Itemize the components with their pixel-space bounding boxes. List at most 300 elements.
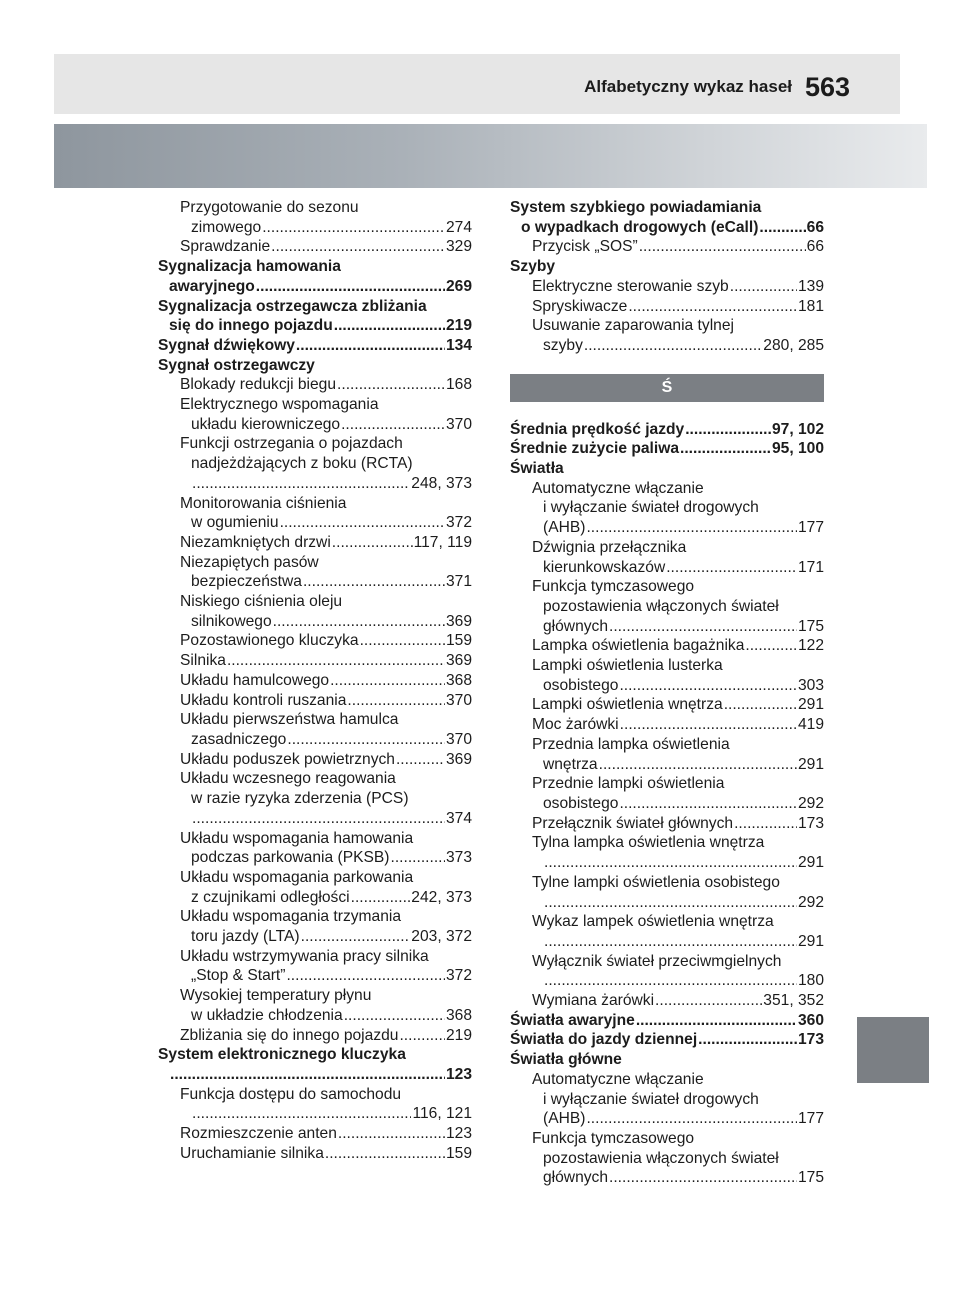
index-group-s — [510, 198, 824, 356]
entry-text: i wyłączanie świateł drogowych — [543, 499, 759, 517]
dot-leader — [586, 518, 797, 538]
dot-leader — [724, 695, 797, 715]
index-entry — [158, 868, 472, 888]
entry-text: Rozmieszczenie anten — [180, 1125, 337, 1143]
index-entry — [158, 513, 472, 533]
index-group-s-acute — [510, 420, 824, 1188]
entry-page-ref: 371 — [445, 573, 472, 591]
entry-page-ref: 369 — [445, 652, 472, 670]
index-entry — [158, 947, 472, 967]
entry-page-ref: 369 — [445, 750, 472, 768]
dot-leader — [730, 277, 797, 297]
index-entry — [158, 671, 472, 691]
index-entry — [158, 927, 472, 947]
entry-page-ref: 171 — [797, 558, 824, 576]
entry-text: Funkcji ostrzegania o pojazdach — [180, 435, 403, 453]
entry-text: Lampki oświetlenia wnętrza — [532, 696, 723, 714]
index-entry — [510, 1050, 824, 1070]
index-entry — [510, 991, 824, 1011]
index-entry — [510, 794, 824, 814]
entry-text: Światła awaryjne — [510, 1011, 635, 1029]
entry-text: głównych — [543, 1169, 609, 1187]
entry-page-ref: 203, 372 — [411, 928, 472, 946]
entry-text: Układu hamulcowego — [180, 671, 330, 689]
entry-text: Funkcja tymczasowego — [532, 1129, 695, 1147]
index-entry — [158, 356, 472, 376]
entry-text: Monitorowania ciśnienia — [180, 494, 347, 512]
index-entry — [510, 617, 824, 637]
entry-text: Sygnał ostrzegawczy — [158, 356, 315, 374]
entry-text: Układu poduszek powietrznych — [180, 750, 395, 768]
index-entry — [510, 715, 824, 735]
entry-text: Usuwanie zaparowania tylnej — [532, 317, 734, 335]
entry-text: Przycisk „SOS” — [532, 238, 638, 256]
section-letter-bar: Ś — [510, 374, 824, 402]
entry-page-ref: 139 — [797, 277, 824, 295]
entry-text: pozostawienia włączonych świateł — [543, 1149, 779, 1167]
entry-text: Dźwignia przełącznika — [532, 538, 687, 556]
entry-text: Światła do jazdy dziennej — [510, 1031, 698, 1049]
entry-text: Lampka oświetlenia bagażnika — [532, 637, 745, 655]
dot-leader — [286, 966, 445, 986]
entry-text: Przednia lampka oświetlenia — [532, 735, 730, 753]
dot-leader — [544, 932, 797, 952]
entry-page-ref: 372 — [445, 967, 472, 985]
dot-leader — [334, 316, 445, 336]
index-entry — [510, 695, 824, 715]
dot-leader — [399, 1026, 445, 1046]
dot-leader — [347, 691, 445, 711]
entry-page-ref: 351, 352 — [763, 992, 824, 1010]
entry-text: Tylne lampki oświetlenia osobistego — [532, 873, 780, 891]
entry-text: System elektronicznego kluczyka — [158, 1046, 406, 1064]
entry-page-ref: 242, 373 — [411, 888, 472, 906]
entry-page-ref: 219 — [445, 1026, 472, 1044]
entry-text: osobistego — [543, 794, 619, 812]
entry-page-ref: 291 — [797, 755, 824, 773]
index-entry — [158, 1124, 472, 1144]
dot-leader — [544, 893, 797, 913]
entry-page-ref: 280, 285 — [763, 336, 824, 354]
index-entry — [158, 1006, 472, 1026]
dot-leader — [666, 558, 797, 578]
index-entry — [158, 1065, 472, 1085]
index-entry — [158, 1104, 472, 1124]
entry-text: Układu wspomagania parkowania — [180, 868, 414, 886]
index-entry — [510, 198, 824, 218]
entry-text: pozostawienia włączonych świateł — [543, 597, 779, 615]
entry-page-ref: 177 — [797, 1110, 824, 1128]
entry-page-ref: 373 — [445, 849, 472, 867]
dot-leader — [273, 612, 445, 632]
index-entry — [510, 971, 824, 991]
index-entry — [158, 730, 472, 750]
entry-text: awaryjnego — [169, 277, 255, 295]
entry-text: Wykaz lampek oświetlenia wnętrza — [532, 913, 774, 931]
entry-text: z czujnikami odległości — [191, 888, 350, 906]
entry-text: Sygnał dźwiękowy — [158, 336, 295, 354]
entry-text: i wyłączanie świateł drogowych — [543, 1090, 759, 1108]
dot-leader — [619, 794, 797, 814]
entry-page-ref: 360 — [797, 1011, 824, 1029]
dot-leader — [170, 1065, 445, 1085]
index-entry — [158, 651, 472, 671]
index-entry — [158, 375, 472, 395]
index-entry — [158, 888, 472, 908]
index-entry — [158, 789, 472, 809]
entry-text: Przygotowanie do sezonu — [180, 199, 359, 216]
entry-text: zasadniczego — [191, 730, 287, 748]
index-entry — [510, 893, 824, 913]
section-title: Alfabetyczny wykaz haseł — [584, 77, 792, 96]
index-entry — [510, 676, 824, 696]
index-entry — [510, 774, 824, 794]
entry-text: nadjeżdżających z boku (RCTA) — [191, 455, 413, 473]
entry-page-ref: 173 — [797, 814, 824, 832]
entry-text: Tylna lampka oświetlenia wnętrza — [532, 834, 765, 852]
entry-text: osobistego — [543, 676, 619, 694]
entry-text: kierunkowskazów — [543, 558, 666, 576]
dot-leader — [192, 474, 410, 494]
entry-text: Blokady redukcji biegu — [180, 376, 337, 394]
entry-page-ref: 159 — [445, 1144, 472, 1162]
entry-text: Przednie lampki oświetlenia — [532, 775, 725, 793]
index-entry — [510, 755, 824, 775]
entry-text: System szybkiego powiadamiania — [510, 199, 762, 216]
dot-leader — [619, 676, 797, 696]
entry-page-ref: 303 — [797, 676, 824, 694]
dot-leader — [544, 971, 797, 991]
dot-leader — [325, 1144, 445, 1164]
index-entry — [158, 809, 472, 829]
index-entry — [158, 691, 472, 711]
dot-leader — [396, 750, 445, 770]
entry-text: (AHB) — [543, 519, 586, 537]
entry-text: silnikowego — [191, 612, 272, 630]
entry-text: Sygnalizacja ostrzegawcza zbliżania — [158, 297, 427, 315]
entry-text: toru jazdy (LTA) — [191, 928, 300, 946]
index-entry — [510, 932, 824, 952]
entry-text: Silnika — [180, 652, 226, 670]
index-entry — [510, 656, 824, 676]
entry-text: (AHB) — [543, 1110, 586, 1128]
index-entry — [158, 494, 472, 514]
entry-page-ref: 123 — [445, 1065, 472, 1083]
dot-leader — [584, 336, 762, 356]
entry-text: Przełącznik świateł głównych — [532, 814, 734, 832]
entry-page-ref: 370 — [445, 691, 472, 709]
dot-leader — [337, 375, 445, 395]
index-entry — [510, 1109, 824, 1129]
entry-page-ref: 122 — [797, 637, 824, 655]
index-entry — [510, 952, 824, 972]
index-entry — [510, 558, 824, 578]
decorative-band — [54, 124, 927, 188]
entry-page-ref: 274 — [445, 218, 472, 236]
index-entry — [158, 415, 472, 435]
entry-text: w razie ryzyka zderzenia (PCS) — [191, 790, 409, 808]
index-entry — [158, 316, 472, 336]
entry-page-ref: 173 — [797, 1031, 824, 1049]
entry-page-ref: 372 — [445, 514, 472, 532]
entry-text: Średnie zużycie paliwa — [510, 440, 679, 458]
index-entry — [510, 316, 824, 336]
dot-leader — [685, 420, 771, 440]
entry-text: Spryskiwacze — [532, 297, 628, 315]
index-entry — [158, 218, 472, 238]
dot-leader — [586, 1109, 797, 1129]
entry-page-ref: 329 — [445, 238, 472, 256]
index-entry — [510, 814, 824, 834]
index-entry — [510, 336, 824, 356]
dot-leader — [360, 631, 445, 651]
entry-text: bezpieczeństwa — [191, 573, 302, 591]
index-entry — [510, 1129, 824, 1149]
index-entry — [510, 636, 824, 656]
index-entry — [510, 459, 824, 479]
entry-page-ref: 181 — [797, 297, 824, 315]
dot-leader — [332, 533, 413, 553]
index-entry — [510, 479, 824, 499]
entry-text: Szyby — [510, 258, 556, 276]
entry-text: Układu pierwszeństwa hamulca — [180, 711, 399, 729]
dot-leader — [192, 1104, 411, 1124]
index-entry — [510, 577, 824, 597]
dot-leader — [609, 617, 797, 637]
index-entry — [158, 198, 472, 218]
index-entry — [158, 966, 472, 986]
entry-text: w układzie chłodzenia — [191, 1006, 343, 1024]
entry-text: Układu wspomagania trzymania — [180, 908, 402, 926]
entry-text: Elektrycznego wspomagania — [180, 396, 379, 414]
entry-text: Moc żarówki — [532, 716, 619, 734]
index-entry — [158, 829, 472, 849]
entry-page-ref: 291 — [797, 854, 824, 872]
index-entry — [510, 518, 824, 538]
dot-leader — [655, 991, 762, 1011]
thumb-index-tab — [857, 1017, 929, 1083]
entry-text: o wypadkach drogowych (eCall) — [521, 218, 759, 236]
entry-text: wnętrza — [543, 755, 598, 773]
entry-text: Sygnalizacja hamowania — [158, 258, 341, 276]
index-entry — [158, 277, 472, 297]
index-entry — [158, 454, 472, 474]
index-entry — [510, 297, 824, 317]
entry-text: w ogumieniu — [191, 514, 279, 532]
dot-leader — [544, 853, 797, 873]
index-entry — [158, 612, 472, 632]
index-entry — [158, 257, 472, 277]
entry-page-ref: 219 — [445, 317, 472, 335]
entry-page-ref: 269 — [445, 277, 472, 295]
entry-page-ref: 368 — [445, 1006, 472, 1024]
index-entry — [158, 1045, 472, 1065]
dot-leader — [256, 277, 445, 297]
entry-text: Układu wspomagania hamowania — [180, 829, 414, 847]
dot-leader — [609, 1168, 797, 1188]
entry-text: Średnia prędkość jazdy — [510, 420, 685, 438]
index-entry — [510, 1011, 824, 1031]
entry-page-ref: 368 — [445, 671, 472, 689]
page-number: 563 — [804, 72, 850, 102]
dot-leader — [734, 814, 797, 834]
entry-page-ref: 116, 121 — [412, 1105, 472, 1123]
dot-leader — [271, 237, 445, 257]
index-entry — [510, 597, 824, 617]
index-entry — [158, 572, 472, 592]
entry-text: Automatyczne włączanie — [532, 479, 704, 497]
entry-text: Wymiana żarówki — [532, 992, 655, 1010]
entry-text: głównych — [543, 617, 609, 635]
entry-text: Lampki oświetlenia lusterka — [532, 657, 723, 675]
dot-leader — [344, 1006, 445, 1026]
dot-leader — [620, 715, 797, 735]
index-entry — [510, 1090, 824, 1110]
index-entry — [510, 912, 824, 932]
index-entry — [158, 769, 472, 789]
entry-page-ref: 159 — [445, 632, 472, 650]
index-entry — [158, 848, 472, 868]
dot-leader — [599, 755, 797, 775]
entry-page-ref: 370 — [445, 730, 472, 748]
dot-leader — [262, 218, 445, 238]
index-entry — [510, 257, 824, 277]
entry-page-ref: 66 — [806, 218, 824, 236]
entry-text: się do innego pojazdu — [169, 317, 333, 335]
index-entry — [158, 1085, 472, 1105]
index-entry — [158, 297, 472, 317]
entry-page-ref: 370 — [445, 415, 472, 433]
entry-text: Niezapiętych pasów — [180, 553, 319, 571]
index-entry — [158, 986, 472, 1006]
entry-text: szyby — [543, 336, 583, 354]
entry-page-ref: 292 — [797, 794, 824, 812]
entry-text: Elektryczne sterowanie szyb — [532, 277, 729, 295]
dot-leader — [391, 848, 445, 868]
index-entry — [158, 237, 472, 257]
index-entry — [510, 277, 824, 297]
entry-text: Niezamkniętych drzwi — [180, 533, 331, 551]
index-entry — [510, 1149, 824, 1169]
dot-leader — [745, 636, 797, 656]
entry-text: Sprawdzanie — [180, 238, 271, 256]
index-entry — [158, 336, 472, 356]
entry-text: „Stop & Start” — [191, 967, 286, 985]
entry-page-ref: 369 — [445, 612, 472, 630]
entry-page-ref: 180 — [797, 972, 824, 990]
index-entry — [158, 553, 472, 573]
entry-page-ref: 175 — [797, 617, 824, 635]
dot-leader — [296, 336, 445, 356]
index-entry — [510, 237, 824, 257]
dot-leader — [639, 237, 806, 257]
dot-leader — [227, 651, 445, 671]
dot-leader — [351, 888, 411, 908]
index-entry — [510, 873, 824, 893]
entry-text: Układu wstrzymywania pracy silnika — [180, 947, 429, 965]
dot-leader — [192, 809, 445, 829]
entry-text: podczas parkowania (PKSB) — [191, 849, 390, 867]
index-entry — [158, 592, 472, 612]
entry-page-ref: 374 — [445, 809, 472, 827]
page-header — [54, 54, 900, 114]
entry-page-ref: 419 — [797, 716, 824, 734]
entry-text: układu kierowniczego — [191, 415, 341, 433]
index-entry — [158, 533, 472, 553]
entry-page-ref: 168 — [445, 376, 472, 394]
index-column-right — [510, 198, 824, 1188]
entry-page-ref: 291 — [797, 696, 824, 714]
index-column-left — [158, 198, 472, 1163]
dot-leader — [628, 297, 797, 317]
entry-text: Wysokiej temperatury płynu — [180, 987, 372, 1005]
index-entry — [510, 420, 824, 440]
index-entry — [158, 710, 472, 730]
entry-page-ref: 95, 100 — [771, 440, 824, 458]
index-entry — [158, 750, 472, 770]
entry-text: Uruchamianie silnika — [180, 1144, 324, 1162]
index-entry — [158, 907, 472, 927]
index-entry — [510, 498, 824, 518]
dot-leader — [287, 730, 445, 750]
index-entry — [158, 434, 472, 454]
entry-text: Zbliżania się do innego pojazdu — [180, 1026, 399, 1044]
index-entry — [510, 1030, 824, 1050]
entry-page-ref: 123 — [445, 1125, 472, 1143]
index-entry — [158, 474, 472, 494]
dot-leader — [636, 1011, 797, 1031]
entry-page-ref: 177 — [797, 519, 824, 537]
entry-page-ref: 248, 373 — [411, 474, 472, 492]
index-entry — [510, 538, 824, 558]
dot-leader — [680, 439, 771, 459]
index-entry — [158, 395, 472, 415]
entry-text: Funkcja tymczasowego — [532, 578, 695, 596]
dot-leader — [301, 927, 411, 947]
entry-page-ref: 291 — [797, 932, 824, 950]
dot-leader — [338, 1124, 445, 1144]
entry-text: Automatyczne włączanie — [532, 1070, 704, 1088]
entry-page-ref: 117, 119 — [413, 533, 472, 551]
entry-page-ref: 66 — [806, 238, 824, 256]
dot-leader — [330, 671, 445, 691]
entry-page-ref: 292 — [797, 893, 824, 911]
index-entry — [510, 833, 824, 853]
index-entry — [158, 1026, 472, 1046]
entry-text: Światła — [510, 460, 564, 478]
entry-page-ref: 97, 102 — [771, 420, 824, 438]
index-entry — [510, 1070, 824, 1090]
entry-page-ref: 134 — [445, 336, 472, 354]
dot-leader — [341, 415, 445, 435]
entry-text: Wyłącznik świateł przeciwmgielnych — [532, 952, 782, 970]
index-entry — [158, 1144, 472, 1164]
index-entry — [510, 218, 824, 238]
dot-leader — [759, 218, 805, 238]
index-entry — [510, 439, 824, 459]
index-entry — [510, 1168, 824, 1188]
index-entry — [510, 853, 824, 873]
dot-leader — [303, 572, 445, 592]
dot-leader — [698, 1030, 797, 1050]
index-entry — [510, 735, 824, 755]
dot-leader — [280, 513, 445, 533]
entry-text: Układu wczesnego reagowania — [180, 770, 396, 788]
entry-text: Funkcja dostępu do samochodu — [180, 1085, 402, 1103]
entry-text: Pozostawionego kluczyka — [180, 632, 359, 650]
entry-text: Światła główne — [510, 1051, 622, 1069]
index-entry — [158, 631, 472, 651]
